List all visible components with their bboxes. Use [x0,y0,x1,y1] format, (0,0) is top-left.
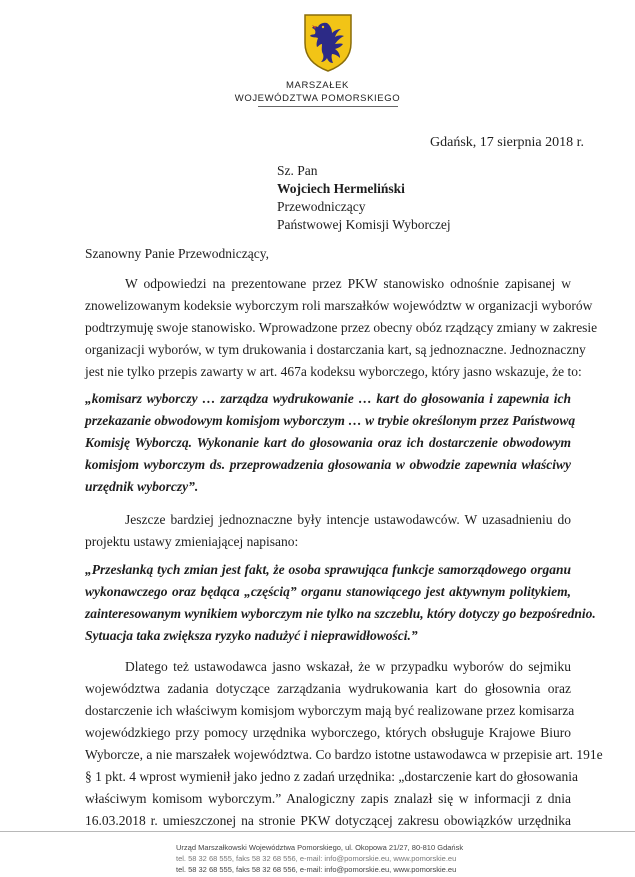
recipient-role: Przewodniczący [277,199,366,214]
greeting: Szanowny Panie Przewodniczący, [85,246,269,261]
footer-address: Urząd Marszałkowski Województwa Pomorskiego, ul. Okopowa 21/27, 80-810 Gdańsk [176,843,464,852]
body-line: projektu ustawy zmieniającej napisano: [85,534,299,549]
body-line: organizacji wyborów, w tym drukowania i dostarczania kart, są jednoznaczne. Jednoznaczny [85,342,586,357]
body-line: województwa zadania dotyczące zarządzania wydrukowania kart do głosownia oraz [85,681,571,696]
letter-date: Gdańsk, 17 sierpnia 2018 r. [430,135,584,150]
pomeranian-griffin-crest-icon [303,13,353,73]
body-line: W odpowiedzi na prezentowane przez PKW stanowisko odnośnie zapisanej w [125,276,571,291]
quote-line: zainteresowanym wynikiem wyborczym nie tylko na szczeblu, który dotyczy go bezpośrednio. [85,606,596,621]
body-line: znowelizowanym kodeksie wyborczym roli marszałków województw w organizacji wyborów [85,298,593,313]
quote-line: przekazanie obwodowym komisjom wyborczym … w trybie określonym przez Państwową [85,413,576,428]
body-line: § 1 pkt. 4 wprost wymienił jako jedno z zadań urzędnika: „dostarczenie kart do głosowania [85,769,578,784]
footer-contact-overprint: tel. 58 32 68 555, faks 58 32 68 556, e-mail: info@pomorskie.eu, www.pomorskie.eu [176,854,457,863]
body-line: właściwym komisom wyborczym.” Analogiczny zapis znalazł się w informacji z dnia [85,791,571,806]
quote-line: Sytuacja taka zwiększa ryzyko nadużyć i nieprawidłowości.” [85,628,418,643]
body-line: wojewódzkiego przy pomocy urzędnika wyborczego, których obsługuje Krajowe Biuro [85,725,571,740]
quote-line: komisjom wyborczym ds. przeprowadzenia głosowania w obwodzie zapewnia właściwy [85,457,571,472]
issuer-subtitle: WOJEWÓDZTWA POMORSKIEGO [234,93,401,104]
recipient-salutation: Sz. Pan [277,163,318,178]
quote-line: Komisję Wyborczą. Wykonanie kart do głosowania oraz ich dostarczenie obwodowym [85,435,571,450]
recipient-name: Wojciech Hermeliński [277,181,405,196]
body-line: Jeszcze bardziej jednoznaczne były intencje ustawodawców. W uzasadnieniu do [125,512,571,527]
body-line: Dlatego też ustawodawca jasno wskazał, że w przypadku wyborów do sejmiku [125,659,571,674]
body-line: Wyborcze, a nie marszałek województwa. Co bardzo istotne ustawodawca w przepisie art. 191e [85,747,603,762]
body-line: podtrzymuję swoje stanowisko. Wprowadzone przez obecny obóz rządzący zmiany w zakresie [85,320,598,335]
body-line: dostarczenie ich właściwym komisjom wyborczym mają być realizowane przez komisarza [85,703,575,718]
body-line: 16.03.2018 r. umieszczonej na stronie PKW dotyczącej zakresu obowiązków urzędnika [85,813,571,828]
quote-line: „Przesłanką tych zmian jest fakt, że osoba sprawująca funkcje samorządowego organu [85,562,571,577]
recipient-institution: Państwowej Komisji Wyborczej [277,217,451,232]
quote-line: wykonawczego oraz będąca „częścią” organu stanowiącego jest aktywnym politykiem, [85,584,571,599]
issuer-title: MARSZAŁEK [286,80,349,91]
header-divider [258,106,398,107]
quote-line: urzędnik wyborczy”. [85,479,199,494]
footer-divider [0,831,635,832]
footer-contact: tel. 58 32 68 555, faks 58 32 68 556, e-mail: info@pomorskie.eu, www.pomorskie.eu [176,865,457,874]
body-line: jest nie tylko przepis zawarty w art. 467a kodeksu wyborczego, który jasno wskazuje, że to: [85,364,582,379]
quote-line: „komisarz wyborczy … zarządza wydrukowanie … kart do głosowania i zapewnia ich [85,391,571,406]
